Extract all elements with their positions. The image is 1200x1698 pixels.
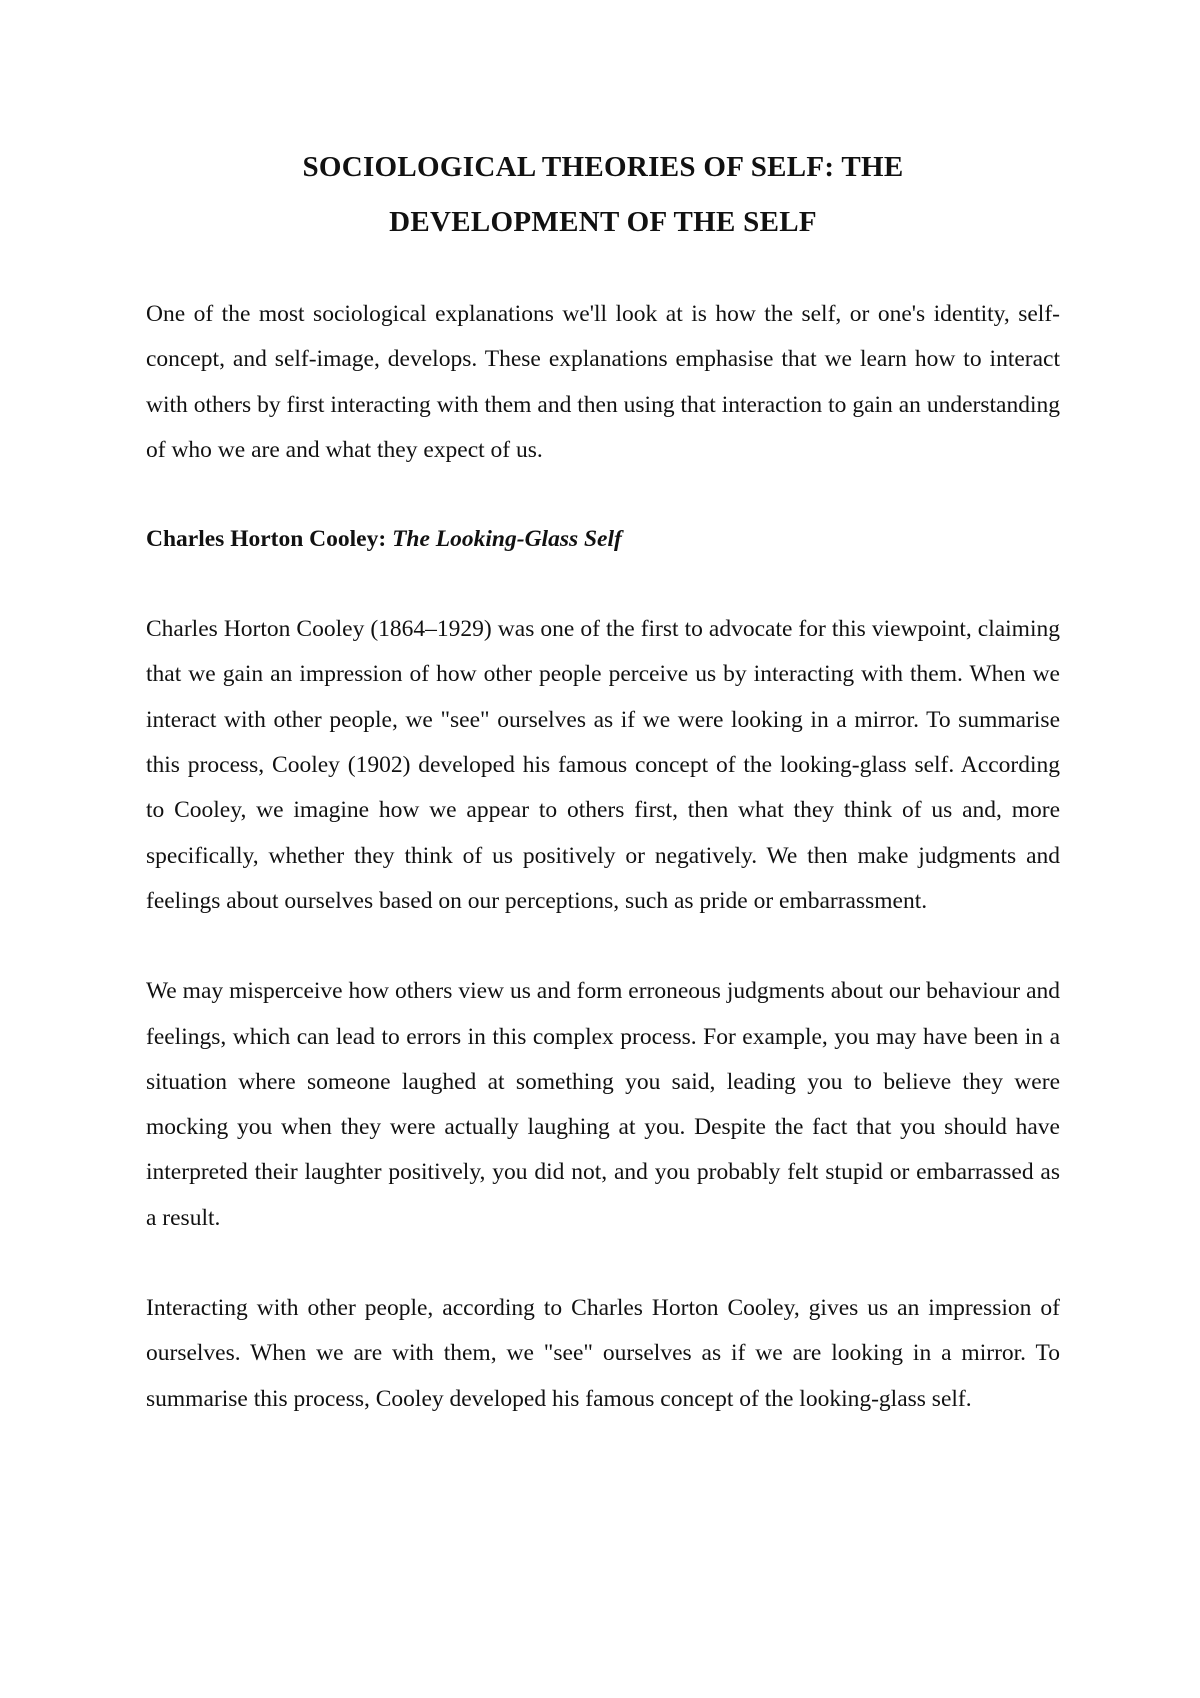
section-heading-prefix: Charles Horton Cooley: — [146, 526, 393, 553]
title-line-2: DEVELOPMENT OF THE SELF — [389, 206, 817, 238]
body-paragraph-3: Interacting with other people, according to Charles Horton Cooley, gives us an impression of ourselves. When we are with them, we "see" ourselves as if we are looking in a mirror. To summarise this process, Cooley developed his famous concept of the looking-glass self. — [146, 1295, 1060, 1412]
section-heading — [146, 517, 1060, 562]
document-body — [146, 140, 1060, 1422]
section-heading-italic: The Looking-Glass Self — [392, 526, 622, 553]
title-line-1: SOCIOLOGICAL THEORIES OF SELF: THE — [302, 151, 904, 183]
body-paragraph-2: We may misperceive how others view us and form erroneous judgments about our behaviour and feelings, which can lead to errors in this complex process. For example, you may have been in a situation where someone laughed at something you said, leading you to believe they were mocking you when they were actually laughing at you. Despite the fact that you should have interpreted their laughter positively, you did not, and you probably felt stupid or embarrassed as a result. — [146, 978, 1060, 1231]
body-paragraph-1: Charles Horton Cooley (1864–1929) was one of the first to advocate for this viewpoint, claiming that we gain an impression of how other people perceive us by interacting with them. When we interact with other people, we "see" ourselves as if we were looking in a mirror. To summarise this process, Cooley (1902) developed his famous concept of the looking-glass self. According to Cooley, we imagine how we appear to others first, then what they think of us and, more specifically, whether they think of us positively or negatively. We then make judgments and feelings about ourselves based on our perceptions, such as pride or embarrassment. — [146, 616, 1060, 914]
intro-paragraph: One of the most sociological explanations we'll look at is how the self, or one's identity, self-concept, and self-image, develops. These explanations emphasise that we learn how to interact with others by first interacting with them and then using that interaction to gain an understanding of who we are and what they expect of us. — [146, 301, 1060, 463]
document-title — [146, 140, 1060, 250]
